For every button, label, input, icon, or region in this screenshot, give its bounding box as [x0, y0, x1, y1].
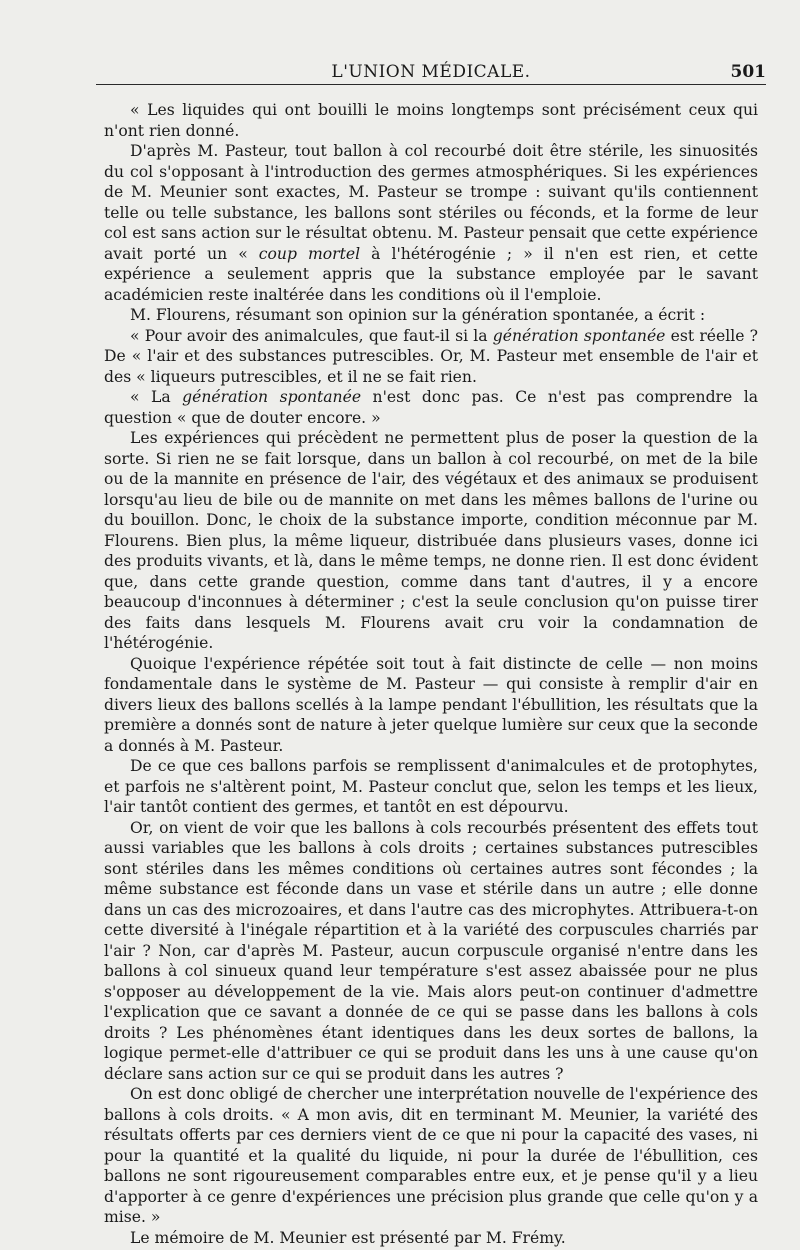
- paragraph: Or, on vient de voir que les ballons à cols recourbés présentent des effets tout aussi variables que les ballons à cols droits ; certaines substances putrescibles sont stériles dans les mêmes conditions où certaines autres sont fécondes ; la même substance est féconde dans un vase et stérile dans un autre ; elle donne dans un cas des microzoaires, et dans l'autre cas des microphytes. Attribuera-t-on cette diversité à l'inégale répartition et à la variété des corpuscules charriés par l'air ? Non, car d'après M. Pasteur, aucun corpuscule organisé n'entre dans les ballons à col sinueux quand leur température s'est assez abaissée pour ne plus s'opposer au développement de la vie. Mais alors peut-on continuer d'admettre l'explication que ce savant a donnée de ce qui se passe dans les ballons à cols droits ? Les phénomènes étant identiques dans les deux sortes de ballons, la logique permet-elle d'attribuer ce qui se produit dans les uns à une cause qu'on déclare sans action sur ce qui se produit dans les autres ?: [104, 818, 758, 1083]
- paragraph: On est donc obligé de chercher une interprétation nouvelle de l'expérience des ballons à cols droits. « A mon avis, dit en terminant M. Meunier, la variété des résultats offerts par ces derniers vient de ce que ni pour la capacité des vases, ni pour la quantité et la qualité du liquide, ni pour la durée de l'ébullition, ces ballons ne sont rigoureusement comparables entre eux, et je pense qu'il y a lieu d'apporter à ce genre d'expériences une précision plus grande que celle qu'on y a mise. »: [104, 1085, 758, 1226]
- italic-text: coup mortel: [258, 244, 361, 263]
- quote-paragraph: « La génération spontanée n'est donc pas. Ce n'est pas comprendre la question « que de douter encore. »: [104, 388, 759, 427]
- paragraph: Le mémoire de M. Meunier est présenté par M. Frémy.: [130, 1228, 566, 1247]
- paragraph: « Les liquides qui ont bouilli le moins longtemps sont précisément ceux qui n'ont rien donné.: [104, 101, 758, 140]
- quote-paragraph: « Pour avoir des animalcules, que faut-il si la génération spontanée est réelle ? De « l'air et des substances putrescibles. Or, M. Pasteur met ensemble de l'air et des « liqueurs putrescibles, et il ne se fait rien.: [104, 326, 758, 386]
- paragraph: De ce que ces ballons parfois se remplissent d'animalcules et de protophytes, et parfois ne s'altèrent point, M. Pasteur conclut que, selon les temps et les lieux, l'air tantôt contient des germes, et tantôt en est dépourvu.: [104, 757, 758, 816]
- italic-text: génération spontanée: [182, 388, 362, 406]
- paragraph: D'après M. Pasteur, tout ballon à col recourbé doit être stérile, les sinuosités du col s'opposant à l'introduction des germes atmosphériques. Si les expériences de M. Meunier sont exactes, M. Pasteur se trompe : suivant qu'ils contiennent telle ou telle substance, les ballons sont stériles ou féconds, et la forme de leur col est sans action sur le résultat obtenu. M. Pasteur pensait que cette expérience avait porté un « coup mortel à l'hétérogénie ; » il n'en est rien, et cette expérience a seulement appris que la substance employée par le savant académicien reste inaltérée dans les conditions où il l'emploie.: [104, 142, 758, 304]
- page-number: 501: [730, 62, 766, 82]
- paragraph: M. Flourens, résumant son opinion sur la génération spontanée, a écrit :: [130, 306, 706, 324]
- italic-text: génération spontanée: [492, 326, 666, 345]
- paragraph: Quoique l'expérience répétée soit tout à fait distincte de celle — non moins fondamentale dans le système de M. Pasteur — qui consiste à remplir d'air en divers lieux des ballons scellés à la lampe pendant l'ébullition, les résultats que la première a donnés sont de nature à jeter quelque lumière sur ceux que la seconde a donnés à M. Pasteur.: [104, 654, 758, 755]
- running-header: [96, 60, 766, 85]
- article-body: [104, 100, 758, 1248]
- paragraph: Les expériences qui précèdent ne permettent plus de poser la question de la sorte. Si rien ne se fait lorsque, dans un ballon à col recourbé, on met de la bile ou de la mannite en présence de l'air, des végétaux et des animaux se produisent lorsqu'au lieu de bile ou de mannite on met dans les mêmes ballons de l'urine ou du bouillon. Donc, le choix de la substance importe, condition méconnue par M. Flourens. Bien plus, la même liqueur, distribuée dans plusieurs vases, donne ici des produits vivants, et là, dans le même temps, ne donne rien. Il est donc évident que, dans cette grande question, comme dans tant d'autres, il y a encore beaucoup d'inconnues à déterminer ; c'est la seule conclusion qu'on puisse tirer des faits dans lesquels M. Flourens avait cru voir la condamnation de l'hétérogénie.: [104, 429, 758, 652]
- journal-title: L'UNION MÉDICALE.: [331, 62, 531, 82]
